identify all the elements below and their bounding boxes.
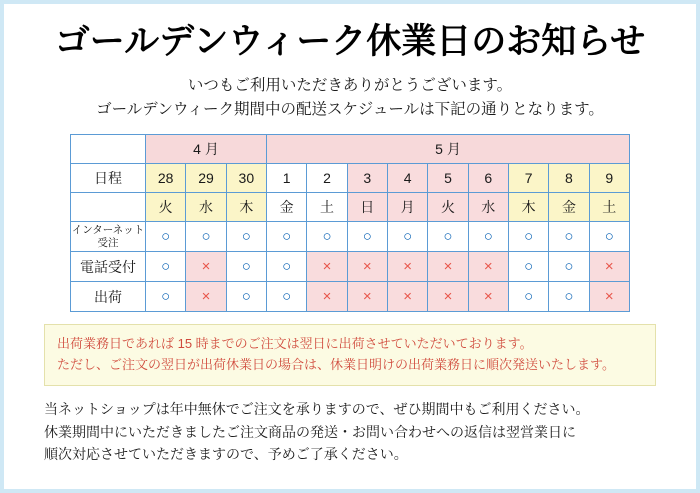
date-cell: 9 — [589, 164, 629, 193]
status-mark: ○ — [483, 228, 493, 246]
row-label-date: 日程 — [71, 164, 146, 193]
status-cell — [508, 282, 548, 312]
shipping-notice-box — [44, 324, 656, 386]
footer-line-2: 休業期間中にいただきましたご注文商品の発送・お問い合わせへの返信は翌営業日に — [44, 423, 576, 440]
status-mark: ○ — [322, 228, 332, 246]
weekday-cell: 月 — [387, 193, 427, 222]
status-cell — [549, 222, 589, 252]
status-mark: ○ — [564, 288, 574, 306]
status-cell — [307, 252, 347, 282]
status-cell — [347, 252, 387, 282]
shipping-row — [71, 282, 630, 312]
month-row — [71, 135, 630, 164]
status-mark: × — [362, 288, 372, 306]
status-cell — [266, 252, 306, 282]
status-mark: × — [443, 258, 453, 276]
status-cell — [589, 282, 629, 312]
weekday-cell: 火 — [146, 193, 186, 222]
date-cell: 29 — [186, 164, 226, 193]
row-label-internet-line2: 受注 — [97, 236, 119, 249]
status-mark: ○ — [201, 228, 211, 246]
notice-line-2: ただし、ご注文の翌日が出荷休業日の場合は、休業日明けの出荷業務日に順次発送いたします。 — [57, 357, 615, 373]
status-cell — [508, 222, 548, 252]
date-row — [71, 164, 630, 193]
status-cell — [468, 252, 508, 282]
status-mark: × — [201, 288, 211, 306]
status-mark: × — [604, 258, 614, 276]
status-mark: ○ — [403, 228, 413, 246]
status-cell — [428, 252, 468, 282]
footer-paragraph — [44, 398, 656, 466]
status-mark: ○ — [282, 258, 292, 276]
date-cell: 1 — [266, 164, 306, 193]
status-cell — [508, 252, 548, 282]
status-mark: ○ — [241, 288, 251, 306]
status-mark: ○ — [241, 258, 251, 276]
row-label-phone: 電話受付 — [71, 252, 146, 282]
notice-line-1: 出荷業務日であれば 15 時までのご注文は翌日に出荷させていただいております。 — [57, 336, 533, 352]
status-cell — [226, 252, 266, 282]
status-cell — [428, 222, 468, 252]
status-mark: × — [201, 258, 211, 276]
status-cell — [347, 222, 387, 252]
status-cell — [186, 252, 226, 282]
weekday-cell: 木 — [508, 193, 548, 222]
status-mark: ○ — [443, 228, 453, 246]
row-label-shipping: 出荷 — [71, 282, 146, 312]
status-cell — [549, 252, 589, 282]
weekday-cell: 金 — [266, 193, 306, 222]
status-mark: × — [322, 258, 332, 276]
status-mark: ○ — [161, 258, 171, 276]
date-cell: 5 — [428, 164, 468, 193]
status-cell — [468, 282, 508, 312]
status-cell — [146, 282, 186, 312]
status-mark: ○ — [564, 258, 574, 276]
weekday-cell: 火 — [428, 193, 468, 222]
status-cell — [428, 282, 468, 312]
footer-line-1: 当ネットショップは年中無休でご注文を承りますので、ぜひ期間中もご利用ください。 — [44, 400, 590, 417]
date-cell: 8 — [549, 164, 589, 193]
status-mark: × — [483, 258, 493, 276]
row-label-weekday — [71, 193, 146, 222]
date-cell: 3 — [347, 164, 387, 193]
weekday-cell: 日 — [347, 193, 387, 222]
status-mark: × — [443, 288, 453, 306]
lead-line-1: いつもご利用いただきありがとうございます。 — [187, 77, 513, 94]
status-mark: ○ — [524, 258, 534, 276]
status-cell — [266, 282, 306, 312]
lead-line-2: ゴールデンウィーク期間中の配送スケジュールは下記の通りとなります。 — [96, 101, 604, 119]
status-mark: ○ — [161, 228, 171, 246]
status-mark: ○ — [161, 288, 171, 306]
status-mark: × — [403, 258, 413, 276]
status-cell — [468, 222, 508, 252]
status-cell — [387, 252, 427, 282]
footer-line-3: 順次対応させていただきますので、予めご了承ください。 — [44, 446, 408, 463]
weekday-cell: 水 — [468, 193, 508, 222]
phone-order-row — [71, 252, 630, 282]
status-cell — [347, 282, 387, 312]
status-mark: × — [403, 288, 413, 306]
status-mark: ○ — [241, 228, 251, 246]
status-mark: ○ — [362, 228, 372, 246]
status-mark: × — [322, 288, 332, 306]
status-mark: × — [604, 288, 614, 306]
weekday-cell: 土 — [589, 193, 629, 222]
month-header-may: 5 月 — [266, 135, 629, 164]
status-cell — [589, 252, 629, 282]
weekday-cell: 金 — [549, 193, 589, 222]
status-cell — [146, 222, 186, 252]
status-mark: ○ — [564, 228, 574, 246]
status-mark: ○ — [282, 288, 292, 306]
status-mark: ○ — [524, 228, 534, 246]
status-cell — [266, 222, 306, 252]
internet-order-row — [71, 222, 630, 252]
status-cell — [387, 282, 427, 312]
status-mark: ○ — [524, 288, 534, 306]
status-mark: × — [362, 258, 372, 276]
weekday-cell: 木 — [226, 193, 266, 222]
date-cell: 28 — [146, 164, 186, 193]
date-cell: 7 — [508, 164, 548, 193]
lead-paragraph — [4, 74, 696, 122]
weekday-cell: 水 — [186, 193, 226, 222]
status-mark: ○ — [604, 228, 614, 246]
row-label-internet — [71, 222, 146, 252]
weekday-cell: 土 — [307, 193, 347, 222]
status-cell — [226, 222, 266, 252]
status-cell — [387, 222, 427, 252]
schedule-table-wrapper — [70, 134, 630, 312]
status-cell — [307, 282, 347, 312]
status-cell — [549, 282, 589, 312]
status-mark: ○ — [282, 228, 292, 246]
corner-cell — [71, 135, 146, 164]
date-cell: 4 — [387, 164, 427, 193]
status-cell — [146, 252, 186, 282]
status-mark: × — [483, 288, 493, 306]
status-cell — [589, 222, 629, 252]
status-cell — [307, 222, 347, 252]
row-label-internet-line1: インターネット — [71, 223, 145, 236]
status-cell — [186, 282, 226, 312]
month-header-april: 4 月 — [146, 135, 267, 164]
date-cell: 6 — [468, 164, 508, 193]
status-cell — [226, 282, 266, 312]
status-cell — [186, 222, 226, 252]
date-cell: 2 — [307, 164, 347, 193]
date-cell: 30 — [226, 164, 266, 193]
schedule-table — [70, 134, 630, 312]
page-title: ゴールデンウィーク休業日のお知らせ — [54, 22, 646, 61]
weekday-row — [71, 193, 630, 222]
